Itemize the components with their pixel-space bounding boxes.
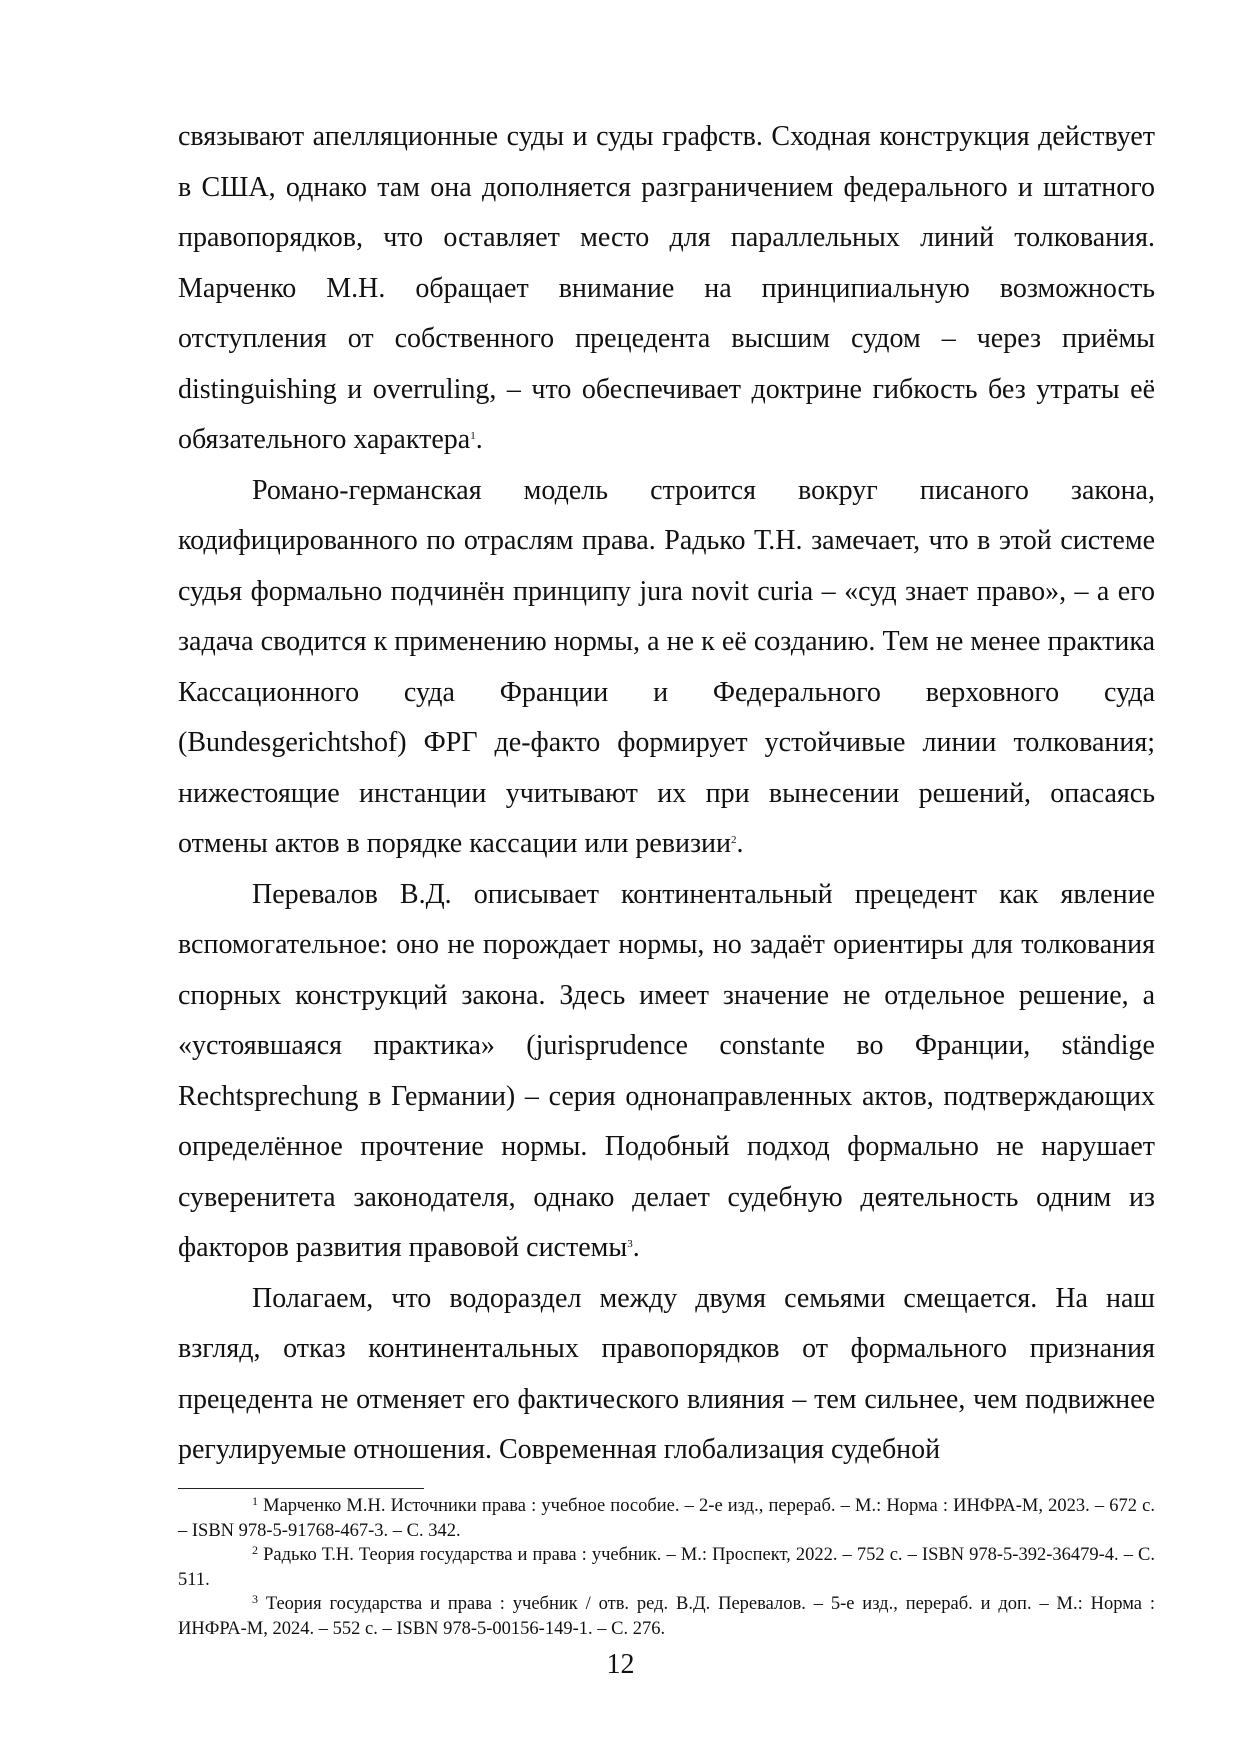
paragraph-3-text: Перевалов В.Д. описывает континентальный прецедент как явление вспомогательное: оно не порождает нормы, но задаёт ориентиры для толкования спорных конструкций закона. Здесь имеет значение не отдельное решение, а «устоявшаяся практика» (jurisprudence constante во Франции, ständige Rechtsprechung в Германии) – серия однонаправленных актов, подтверждающих определённое прочтение нормы. Подобный подход формально не нарушает суверенитета законодателя, однако делает судебную деятельность одним из факторов развития правовой системы [178, 878, 1155, 1263]
footnote-1-text: Марченко М.Н. Источники права : учебное пособие. – 2-е изд., перераб. – М.: Норма : ИНФРА-М, 2023. – 672 с. – ISBN 978-5-91768-467-3. – С. 342. [178, 1496, 1155, 1541]
footnote-2-number: 2 [252, 1543, 258, 1557]
footnote-3-text: Теория государства и права : учебник / отв. ред. В.Д. Перевалов. – 5-е изд., перераб. и доп. – М.: Норма : ИНФРА-М, 2024. – 552 с. – ISBN 978-5-00156-149-1. – С. 276. [178, 1594, 1156, 1639]
footnote-separator [178, 1488, 424, 1489]
paragraph-2: Романо-германская модель строится вокруг писаного закона, кодифицированного по отраслям права. Радько Т.Н. замечает, что в этой системе судья формально подчинён принципу jura novit curia – «суд знает право», – а его задача сводится к применению нормы, а не к её созданию. Тем не менее практика Кассационного суда Франции и Федерального верховного суда (Bundesgerichtshof) ФРГ де-факто формирует устойчивые линии толкования; нижестоящие инстанции учитывают их при вынесении решений, опасаясь отмены актов в порядке кассации или ревизии$^2$. [178, 474, 1155, 859]
footnote-ref-3[interactable]: 3 [627, 1238, 633, 1250]
footnote-2-text: Радько Т.Н. Теория государства и права : учебник. – М.: Проспект, 2022. – 752 с. – ISBN 978-5-392-36479-4. – С. 511. [178, 1545, 1155, 1590]
body-text [178, 112, 1155, 1476]
footnote-1 [178, 1494, 1155, 1543]
paragraph-4-text: Полагаем, что водораздел между двумя семьями смещается. На наш взгляд, отказ континентальных правопорядков от формального признания прецедента не отменяет его фактического влияния – тем сильнее, чем подвижнее регулируемые отношения. Современная глобализация судебной [178, 1282, 1155, 1465]
footnotes [178, 1494, 1155, 1641]
paragraph-2-text: Романо-германская модель строится вокруг писаного закона, кодифицированного по отраслям права. Радько Т.Н. замечает, что в этой системе судья формально подчинён принципу jura novit curia – «суд знает право», – а его задача сводится к применению нормы, а не к её созданию. Тем не менее практика Кассационного суда Франции и Федерального верховного суда (Bundesgerichtshof) ФРГ де-факто формирует устойчивые линии толкования; нижестоящие инстанции учитывают их при вынесении решений, опасаясь отмены актов в порядке кассации или ревизии [178, 474, 1155, 859]
paragraph-1: связывают апелляционные суды и суды графств. Сходная конструкция действует в США, однако там она дополняется разграничением федерального и штатного правопорядков, что оставляет место для параллельных линий толкования. Марченко М.Н. обращает внимание на принципиальную возможность отступления от собственного прецедента высшим судом – через приёмы distinguishing и overruling, – что обеспечивает доктрине гибкость без утраты её обязательного характера$^1$. [178, 121, 1155, 455]
paragraph-1-text: связывают апелляционные суды и суды графств. Сходная конструкция действует в США, однако там она дополняется разграничением федерального и штатного правопорядков, что оставляет место для параллельных линий толкования. Марченко М.Н. обращает внимание на принципиальную возможность отступления от собственного прецедента высшим судом – через приёмы distinguishing и overruling, – что обеспечивает доктрине гибкость без утраты её обязательного характера [178, 121, 1155, 455]
footnote-3-number: 3 [252, 1592, 258, 1606]
page-number: 12 [606, 1649, 635, 1680]
footnote-3 [178, 1592, 1155, 1641]
footnote-1-number: 1 [252, 1494, 258, 1508]
paragraph-4 [178, 1274, 1155, 1476]
footnote-ref-2[interactable]: 2 [731, 834, 737, 846]
paragraph-3: Перевалов В.Д. описывает континентальный прецедент как явление вспомогательное: оно не порождает нормы, но задаёт ориентиры для толкования спорных конструкций закона. Здесь имеет значение не отдельное решение, а «устоявшаяся практика» (jurisprudence constante во Франции, ständige Rechtsprechung в Германии) – серия однонаправленных актов, подтверждающих определённое прочтение нормы. Подобный подход формально не нарушает суверенитета законодателя, однако делает судебную деятельность одним из факторов развития правовой системы$^3$. [178, 878, 1155, 1263]
footnote-2 [178, 1543, 1155, 1592]
footnote-ref-1[interactable]: 1 [470, 430, 476, 442]
